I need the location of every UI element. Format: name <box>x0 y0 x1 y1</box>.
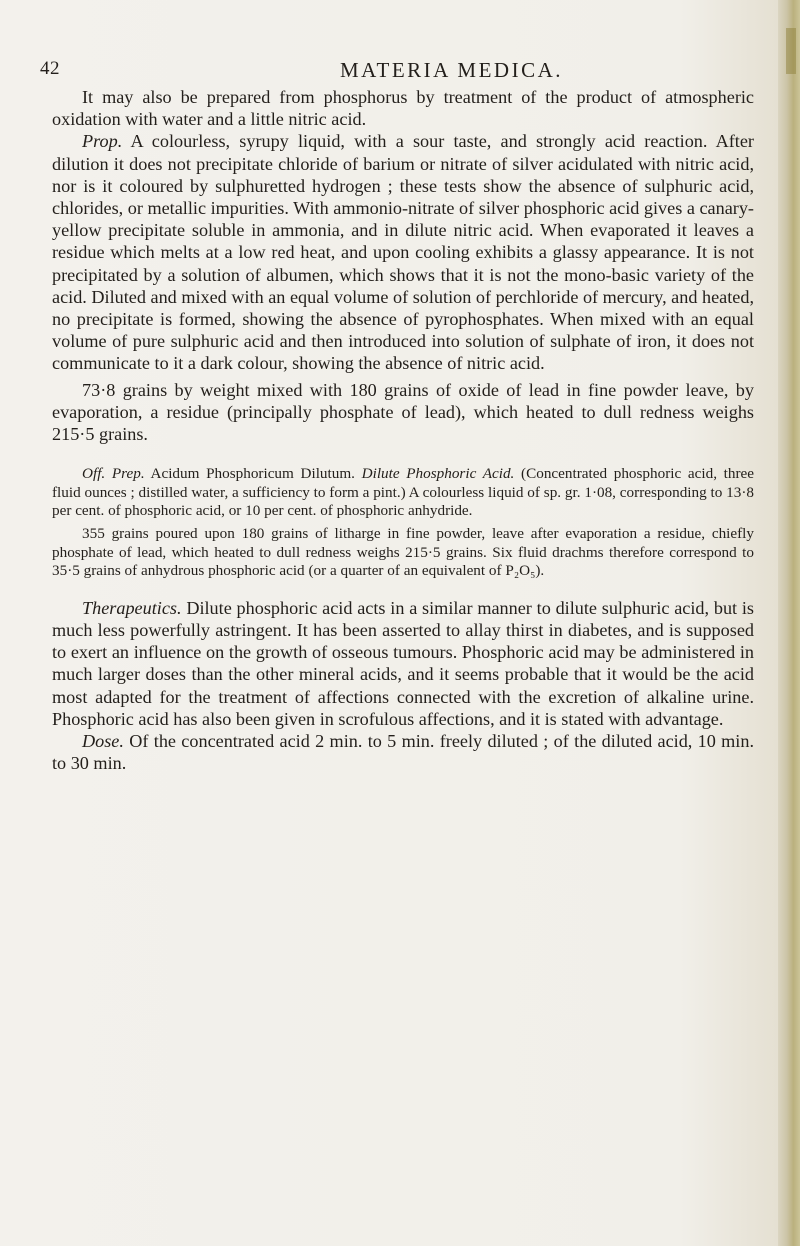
running-title: MATERIA MEDICA. <box>340 58 564 82</box>
page-header <box>40 58 760 84</box>
paragraph-preparation <box>52 86 754 130</box>
paragraph-text: Of the concentrated acid 2 min. to 5 min. freely diluted ; of the diluted acid, 10 min. to 30 min. <box>52 731 755 774</box>
preparation-name: Acidum Phosphoricum Dilutum. <box>150 465 355 483</box>
section-label-official-preparation: Off. Prep. <box>82 465 145 483</box>
section-label-dose: Dose. <box>82 731 124 752</box>
paragraph-text: 73·8 grains by weight mixed with 180 grains of oxide of lead in fine powder leave, by evaporation, a residue (principally phosphate of lead), which heated to dull redness weighs 215·5 grains. <box>52 379 754 445</box>
paragraph-dose <box>52 730 754 774</box>
paragraph-preparation-assay <box>52 525 754 581</box>
paragraph-text: It may also be prepared from phosphorus by treatment of the product of atmospheric oxidation with water and a little nitric acid. <box>52 87 754 130</box>
paragraph-official-preparation <box>52 465 754 521</box>
page-edge <box>778 0 800 1246</box>
paragraph-text: Dilute phosphoric acid acts in a similar manner to dilute sulphuric acid, but is much less powerfully astringent. It has been asserted to allay thirst in diabetes, and is supposed to exert an influence on the growth of osseous tumours. Phosphoric acid may be administered in much larger doses than the other mineral acids, and it seems probable that it would be the acid most adapted for the treatment of affections connected with the excretion of alkaline urine. Phosphoric acid has also been given in scrofulous affections, and it is stated with advantage. <box>52 597 754 729</box>
preparation-title: Dilute Phosphoric Acid. <box>361 465 515 483</box>
page-number: 42 <box>40 58 60 79</box>
section-label-therapeutics: Therapeutics. <box>82 597 182 618</box>
section-label-properties: Prop. <box>82 131 123 152</box>
paragraph-text: A colourless, syrupy liquid, with a sour taste, and strongly acid reaction. After dilution it does not precipitate chloride of barium or nitrate of silver acidulated with nitric acid, nor is it coloured by sulphuretted hydrogen ; these tests show the absence of sulphuric acid, chlorides, or metallic impurities. With ammonio-nitrate of silver phosphoric acid gives a canary-yellow precipitate soluble in ammonia, and in dilute nitric acid. When evaporated it leaves a residue which melts at a low red heat, and upon cooling exhibits a glassy appearance. It is not precipitated by a solution of albumen, which shows that it is not the mono-basic variety of the acid. Diluted and mixed with an equal volume of solution of perchloride of mercury, and heated, no precipitate is formed, showing the absence of pyrophosphates. When mixed with an equal volume of pure sulphuric acid and then introduced into solution of sulphate of iron, it does not communicate to it a dark colour, showing the absence of nitric acid. <box>52 131 754 374</box>
paragraph-text: (Concentrated phosphoric acid, three fluid ounces ; distilled water, a sufficiency to form a pint.) A colourless liquid of sp. gr. 1·08, corresponding to 13·8 per cent. of phosphoric acid, or 10 per cent. of phosphoric anhydride. <box>52 465 755 520</box>
paragraph-text: 355 grains poured upon 180 grains of litharge in fine powder, leave after evaporation a residue, chiefly phosphate of lead, which heated to dull redness weighs 215·5 grains. Six fluid drachms therefore correspond to 35·5 grains of anhydrous phosphoric acid (or a quarter of an equivalent of P₂O₅). <box>52 525 754 580</box>
page-edge-mark <box>786 28 796 74</box>
paragraph-therapeutics <box>52 597 754 730</box>
paragraph-assay <box>52 379 754 446</box>
page-content <box>52 86 754 774</box>
paragraph-properties <box>52 130 754 374</box>
